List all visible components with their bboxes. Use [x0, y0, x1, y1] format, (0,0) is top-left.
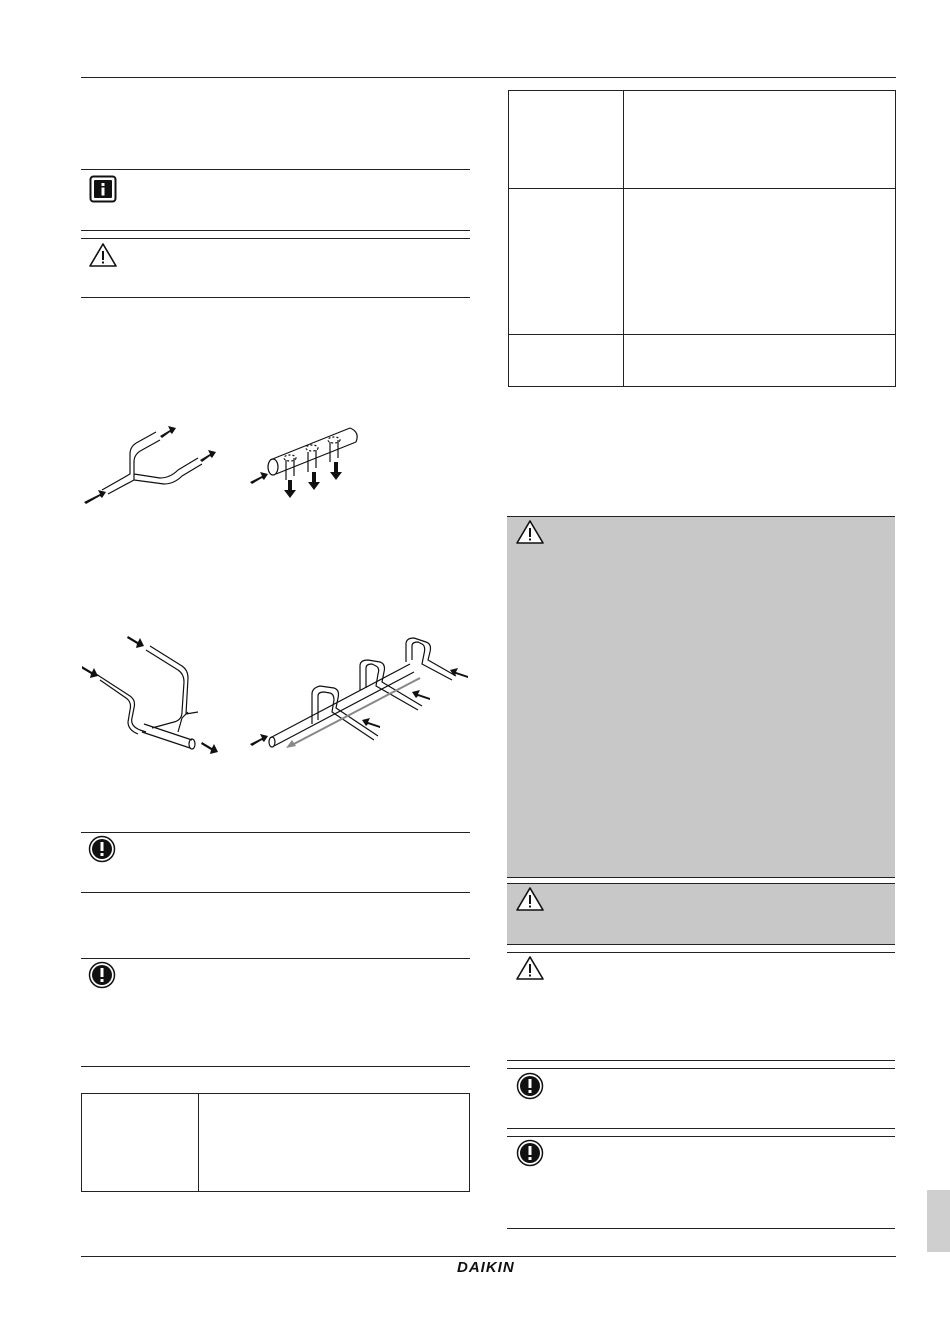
info-notice-bottom-rule — [81, 230, 470, 231]
header-pipe-illustration-large — [250, 632, 472, 760]
warning-icon — [88, 242, 118, 268]
warning-panel-large — [507, 516, 895, 878]
header-rule — [81, 77, 896, 78]
notice-4-top-rule — [507, 1136, 895, 1137]
branch-pipe-illustration-large — [82, 632, 222, 757]
left-table — [81, 1093, 470, 1192]
notice-4-bottom-rule — [507, 1228, 895, 1229]
warning-panel-small — [507, 883, 895, 945]
notice-icon — [88, 961, 116, 989]
warning-icon — [515, 955, 545, 981]
right-table-divider — [623, 90, 624, 387]
header-pipe-illustration — [250, 410, 370, 505]
warning-notice-bottom-rule — [81, 297, 470, 298]
notice-2-bottom-rule — [81, 1066, 470, 1067]
brand-logo: DAIKIN — [457, 1259, 515, 1276]
right-table — [508, 90, 896, 387]
branch-pipe-illustration — [82, 418, 222, 508]
left-table-divider — [198, 1093, 199, 1192]
notice-icon — [88, 835, 116, 863]
notice-1-bottom-rule — [81, 892, 470, 893]
notice-3-top-rule — [507, 1068, 895, 1069]
warning-icon — [515, 519, 545, 545]
notice-1-top-rule — [81, 832, 470, 833]
warning-notice-right-top-rule — [507, 952, 895, 953]
notice-2-top-rule — [81, 958, 470, 959]
right-table-row-2-rule — [508, 334, 896, 335]
warning-notice-right-bottom-rule — [507, 1060, 895, 1061]
notice-icon — [516, 1072, 544, 1100]
notice-icon — [516, 1139, 544, 1167]
warning-notice-top-rule — [81, 238, 470, 239]
side-tab — [927, 1190, 950, 1252]
warning-icon — [515, 886, 545, 912]
notice-3-bottom-rule — [507, 1128, 895, 1129]
info-icon — [89, 175, 117, 203]
footer-rule — [81, 1256, 896, 1257]
info-notice-top-rule — [81, 169, 470, 170]
right-table-row-1-rule — [508, 188, 896, 189]
